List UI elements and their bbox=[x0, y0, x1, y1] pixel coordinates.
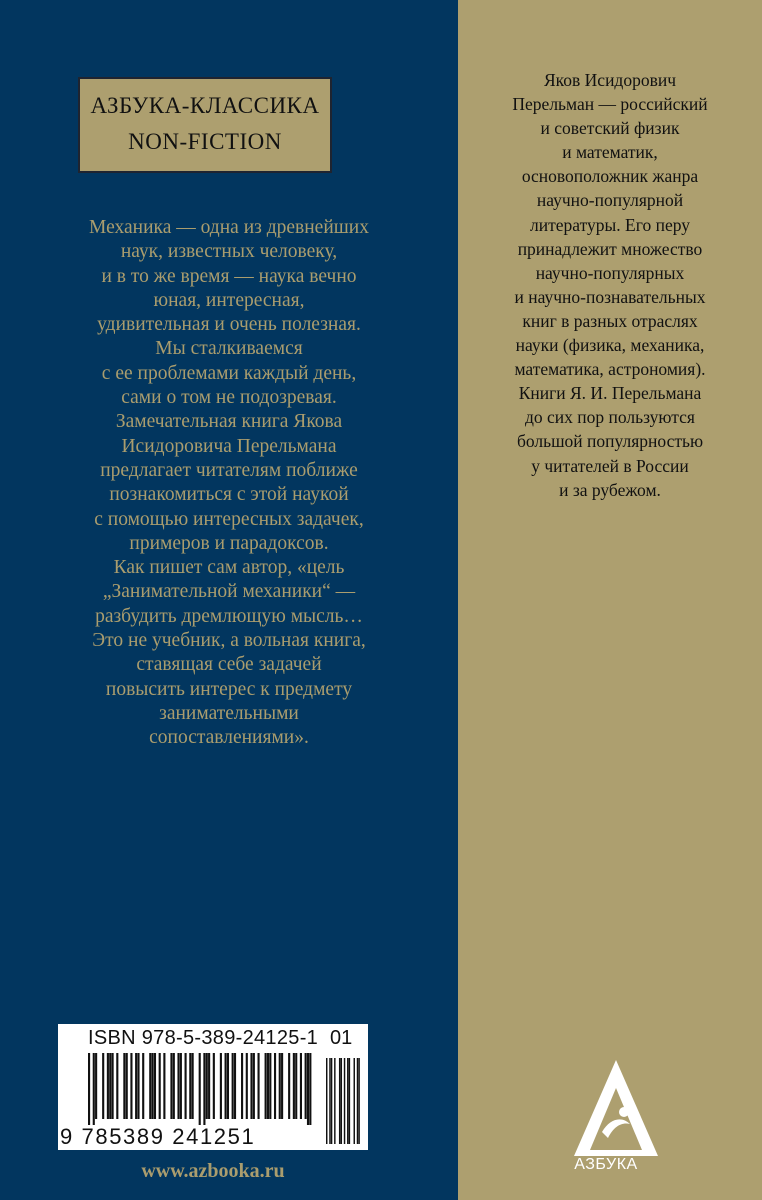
barcode-bar bbox=[309, 1053, 311, 1125]
barcode-bar bbox=[293, 1053, 295, 1119]
annotation-line: „Занимательной механики“ — bbox=[102, 581, 356, 603]
barcode-bar bbox=[173, 1053, 175, 1119]
annotation-line: сопоставлениями». bbox=[149, 727, 309, 749]
barcode-addon-bar bbox=[344, 1058, 345, 1144]
barcode-bar bbox=[208, 1053, 210, 1119]
book-annotation bbox=[34, 216, 424, 751]
bio-line: научно-популярных bbox=[535, 262, 685, 283]
annotation-line: сами о том не подозревая. bbox=[121, 387, 337, 409]
annotation-line: повысить интерес к предмету bbox=[105, 678, 353, 700]
barcode-addon-bars bbox=[326, 1058, 360, 1144]
annotation-line: удивительная и очень полезная. bbox=[97, 314, 361, 336]
barcode-bar bbox=[159, 1053, 161, 1119]
bio-line: и советский физик bbox=[540, 118, 680, 139]
barcode-bar bbox=[288, 1053, 290, 1119]
barcode-bar bbox=[88, 1053, 90, 1125]
bio-line: научно-популярной bbox=[536, 190, 684, 211]
barcode-bar bbox=[185, 1053, 187, 1119]
barcode-bar bbox=[137, 1053, 139, 1119]
barcode-addon-bar bbox=[329, 1058, 330, 1144]
barcode-bar bbox=[149, 1053, 151, 1119]
barcode-bar bbox=[112, 1053, 114, 1119]
barcode-addon-bar bbox=[339, 1058, 340, 1144]
barcode-bar bbox=[152, 1053, 154, 1119]
series-label-box bbox=[78, 77, 332, 173]
bio-line: и за рубежом. bbox=[559, 479, 661, 500]
bio-line: науки (физика, механика, bbox=[515, 335, 705, 356]
annotation-line: Мы сталкиваемся bbox=[155, 338, 303, 360]
barcode-bar bbox=[307, 1053, 309, 1125]
bio-line: литературы. Его перу bbox=[530, 214, 690, 235]
barcode-bar bbox=[246, 1053, 248, 1119]
barcode-addon-bar bbox=[357, 1058, 358, 1144]
barcode-bar bbox=[203, 1053, 205, 1125]
bio-line: Книги Я. И. Перельмана bbox=[518, 383, 702, 404]
annotation-line: с ее проблемами каждый день, bbox=[101, 362, 357, 384]
barcode-bar bbox=[253, 1053, 255, 1119]
barcode-bar bbox=[189, 1053, 191, 1119]
barcode-bar bbox=[123, 1053, 125, 1119]
barcode-bar bbox=[267, 1053, 269, 1119]
barcode-bar bbox=[250, 1053, 252, 1119]
bio-line: Яков Исидорович bbox=[543, 70, 677, 90]
barcode-bar bbox=[269, 1053, 271, 1119]
bio-line: принадлежит множество bbox=[517, 238, 703, 259]
azbuka-logo-icon bbox=[572, 1058, 660, 1168]
barcode-bar bbox=[279, 1053, 281, 1119]
barcode-bar bbox=[116, 1053, 118, 1119]
barcode-bar bbox=[93, 1053, 95, 1125]
barcode-bar bbox=[163, 1053, 165, 1119]
annotation-line: и в то же время — наука вечно bbox=[101, 265, 357, 287]
barcode-bar bbox=[300, 1053, 302, 1119]
barcode-bar bbox=[135, 1053, 137, 1119]
publisher-name: АЗБУКА bbox=[574, 1156, 638, 1173]
annotation-line: разбудить дремлющую мысль… bbox=[95, 605, 363, 627]
annotation-line: Механика — одна из древнейших bbox=[89, 217, 369, 238]
barcode-bar bbox=[234, 1053, 236, 1119]
barcode-bar bbox=[258, 1053, 260, 1119]
barcode-bar bbox=[102, 1053, 104, 1119]
bio-line: книг в разных отраслях bbox=[522, 310, 698, 331]
bio-line: и научно-познавательных bbox=[514, 286, 706, 307]
author-bio bbox=[462, 68, 758, 502]
barcode-addon-bar bbox=[354, 1058, 355, 1144]
barcode-bar bbox=[225, 1053, 227, 1119]
annotation-line: Как пишет сам автор, «цель bbox=[113, 557, 345, 579]
barcode-bar bbox=[206, 1053, 208, 1119]
annotation-line: с помощью интересных задачек, bbox=[94, 508, 364, 530]
annotation-line: Исидоровича Перельмана bbox=[121, 435, 337, 457]
barcode-bar bbox=[265, 1053, 267, 1119]
barcode-bar bbox=[213, 1053, 215, 1119]
bio-line: большой популярностью bbox=[516, 431, 704, 452]
barcode-addon-bar bbox=[334, 1058, 335, 1144]
barcode-bar bbox=[126, 1053, 128, 1119]
barcode-bar bbox=[142, 1053, 144, 1119]
bio-line: основоположник жанра bbox=[521, 166, 699, 187]
annotation-line: ставящая себе задачей bbox=[136, 654, 322, 676]
bio-line: Перельман — российский bbox=[512, 94, 708, 115]
barcode-bar bbox=[154, 1053, 156, 1119]
barcode-bars bbox=[88, 1053, 314, 1125]
barcode-addon-bar bbox=[349, 1058, 350, 1144]
annotation-line: занимательными bbox=[159, 702, 299, 724]
series-subtitle: NON-FICTION bbox=[128, 129, 282, 154]
isbn-barcode bbox=[58, 1024, 368, 1150]
annotation-line: предлагает читателям поближе bbox=[100, 459, 358, 481]
annotation-line: юная, интересная, bbox=[153, 289, 305, 311]
price-code: 01 bbox=[330, 1027, 353, 1049]
barcode-bar bbox=[241, 1053, 243, 1119]
bio-line: и математик, bbox=[562, 142, 658, 163]
barcode-bar bbox=[107, 1053, 109, 1119]
barcode-bar bbox=[199, 1053, 201, 1125]
barcode-bar bbox=[220, 1053, 222, 1119]
bio-line: до сих пор пользуются bbox=[525, 407, 695, 428]
barcode-bar bbox=[227, 1053, 229, 1119]
barcode-bar bbox=[192, 1053, 194, 1119]
barcode-bar bbox=[170, 1053, 172, 1119]
barcode-bar bbox=[177, 1053, 179, 1119]
series-name: АЗБУКА-КЛАССИКА bbox=[90, 93, 320, 118]
barcode-bar bbox=[305, 1053, 307, 1119]
bio-line: математика, астрономия). bbox=[514, 359, 706, 380]
annotation-line: Это не учебник, а вольная книга, bbox=[92, 630, 366, 652]
barcode-bar bbox=[281, 1053, 283, 1119]
barcode-bar bbox=[295, 1053, 297, 1119]
annotation-line: познакомиться с этой наукой bbox=[109, 484, 349, 506]
barcode-bar bbox=[109, 1053, 111, 1119]
barcode-addon-bar bbox=[326, 1058, 327, 1144]
barcode-digits: 9 785389 241251 bbox=[60, 1124, 256, 1149]
annotation-line: примеров и парадоксов. bbox=[129, 532, 329, 554]
barcode-bar bbox=[274, 1053, 276, 1119]
barcode-addon-bar bbox=[341, 1058, 342, 1144]
annotation-line: наук, известных человеку, bbox=[120, 241, 338, 263]
barcode-addon-bar bbox=[347, 1058, 348, 1144]
isbn-label: ISBN 978-5-389-24125-1 bbox=[88, 1027, 319, 1049]
annotation-line: Замечательная книга Якова bbox=[115, 411, 343, 433]
barcode-addon-bar bbox=[358, 1058, 359, 1144]
barcode-bar bbox=[232, 1053, 234, 1119]
barcode-bar bbox=[130, 1053, 132, 1119]
bio-line: у читателей в России bbox=[531, 455, 689, 476]
barcode-addon-bar bbox=[331, 1058, 332, 1144]
publisher-website: www.azbooka.ru bbox=[141, 1160, 285, 1182]
barcode-bar bbox=[180, 1053, 182, 1119]
barcode-bar bbox=[95, 1053, 97, 1119]
